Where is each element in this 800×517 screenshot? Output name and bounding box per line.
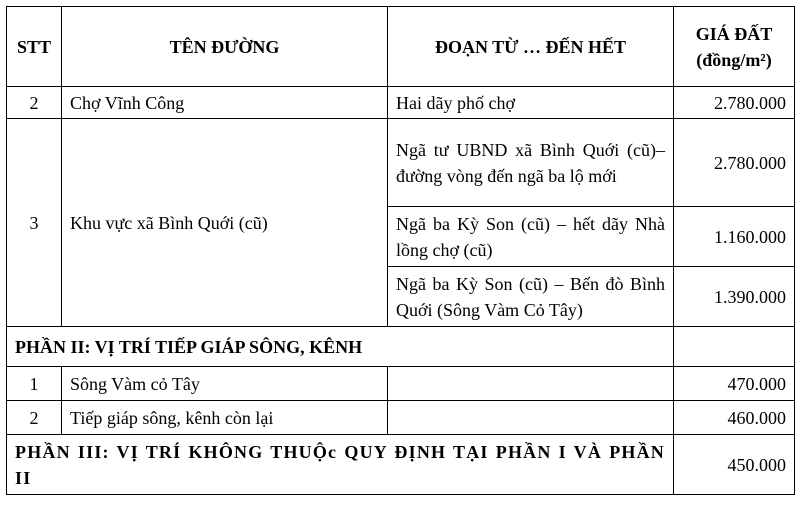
- section-2-price-empty: [674, 327, 795, 367]
- row-price: 460.000: [674, 401, 795, 435]
- section-heading-row: [7, 435, 795, 495]
- row-stt: 2: [7, 87, 62, 119]
- row-price: 1.390.000: [674, 267, 795, 327]
- row-segment: Ngã ba Kỳ Son (cũ) – hết dãy Nhà lồng chợ (cũ): [388, 207, 674, 267]
- header-segment: ĐOẠN TỪ … ĐẾN HẾT: [388, 7, 674, 87]
- table-row: [7, 367, 795, 401]
- row-street: Chợ Vĩnh Công: [62, 87, 388, 119]
- row-segment: [388, 401, 674, 435]
- row-segment: Hai dãy phố chợ: [388, 87, 674, 119]
- row-street: Sông Vàm cỏ Tây: [62, 367, 388, 401]
- row-segment: Ngã ba Kỳ Son (cũ) – Bến đò Bình Quới (Sông Vàm Cỏ Tây): [388, 267, 674, 327]
- land-price-table: [6, 6, 795, 495]
- row-price: 470.000: [674, 367, 795, 401]
- header-price-title: GIÁ ĐẤT: [695, 23, 773, 44]
- row-street: Khu vực xã Bình Quới (cũ): [62, 119, 388, 327]
- header-price: [674, 7, 795, 87]
- row-price: 2.780.000: [674, 87, 795, 119]
- row-stt: 1: [7, 367, 62, 401]
- header-street: TÊN ĐƯỜNG: [62, 7, 388, 87]
- row-stt: 2: [7, 401, 62, 435]
- row-street: Tiếp giáp sông, kênh còn lại: [62, 401, 388, 435]
- row-segment: [388, 367, 674, 401]
- section-3-title: PHẦN III: VỊ TRÍ KHÔNG THUỘc QUY ĐỊNH TẠI PHẦN I VÀ PHẦN II: [7, 435, 674, 495]
- row-price: 2.780.000: [674, 119, 795, 207]
- row-segment: Ngã tư UBND xã Bình Quới (cũ)– đường vòng đến ngã ba lộ mới: [388, 119, 674, 207]
- header-stt: STT: [7, 7, 62, 87]
- row-stt: 3: [7, 119, 62, 327]
- row-price: 1.160.000: [674, 207, 795, 267]
- section-heading-row: [7, 327, 795, 367]
- header-price-unit: (đồng/m²): [696, 49, 772, 70]
- section-2-title: PHẦN II: VỊ TRÍ TIẾP GIÁP SÔNG, KÊNH: [7, 327, 674, 367]
- header-row: [7, 7, 795, 87]
- table-row: [7, 119, 795, 207]
- table-row: [7, 401, 795, 435]
- section-3-price: 450.000: [674, 435, 795, 495]
- table-row: [7, 87, 795, 119]
